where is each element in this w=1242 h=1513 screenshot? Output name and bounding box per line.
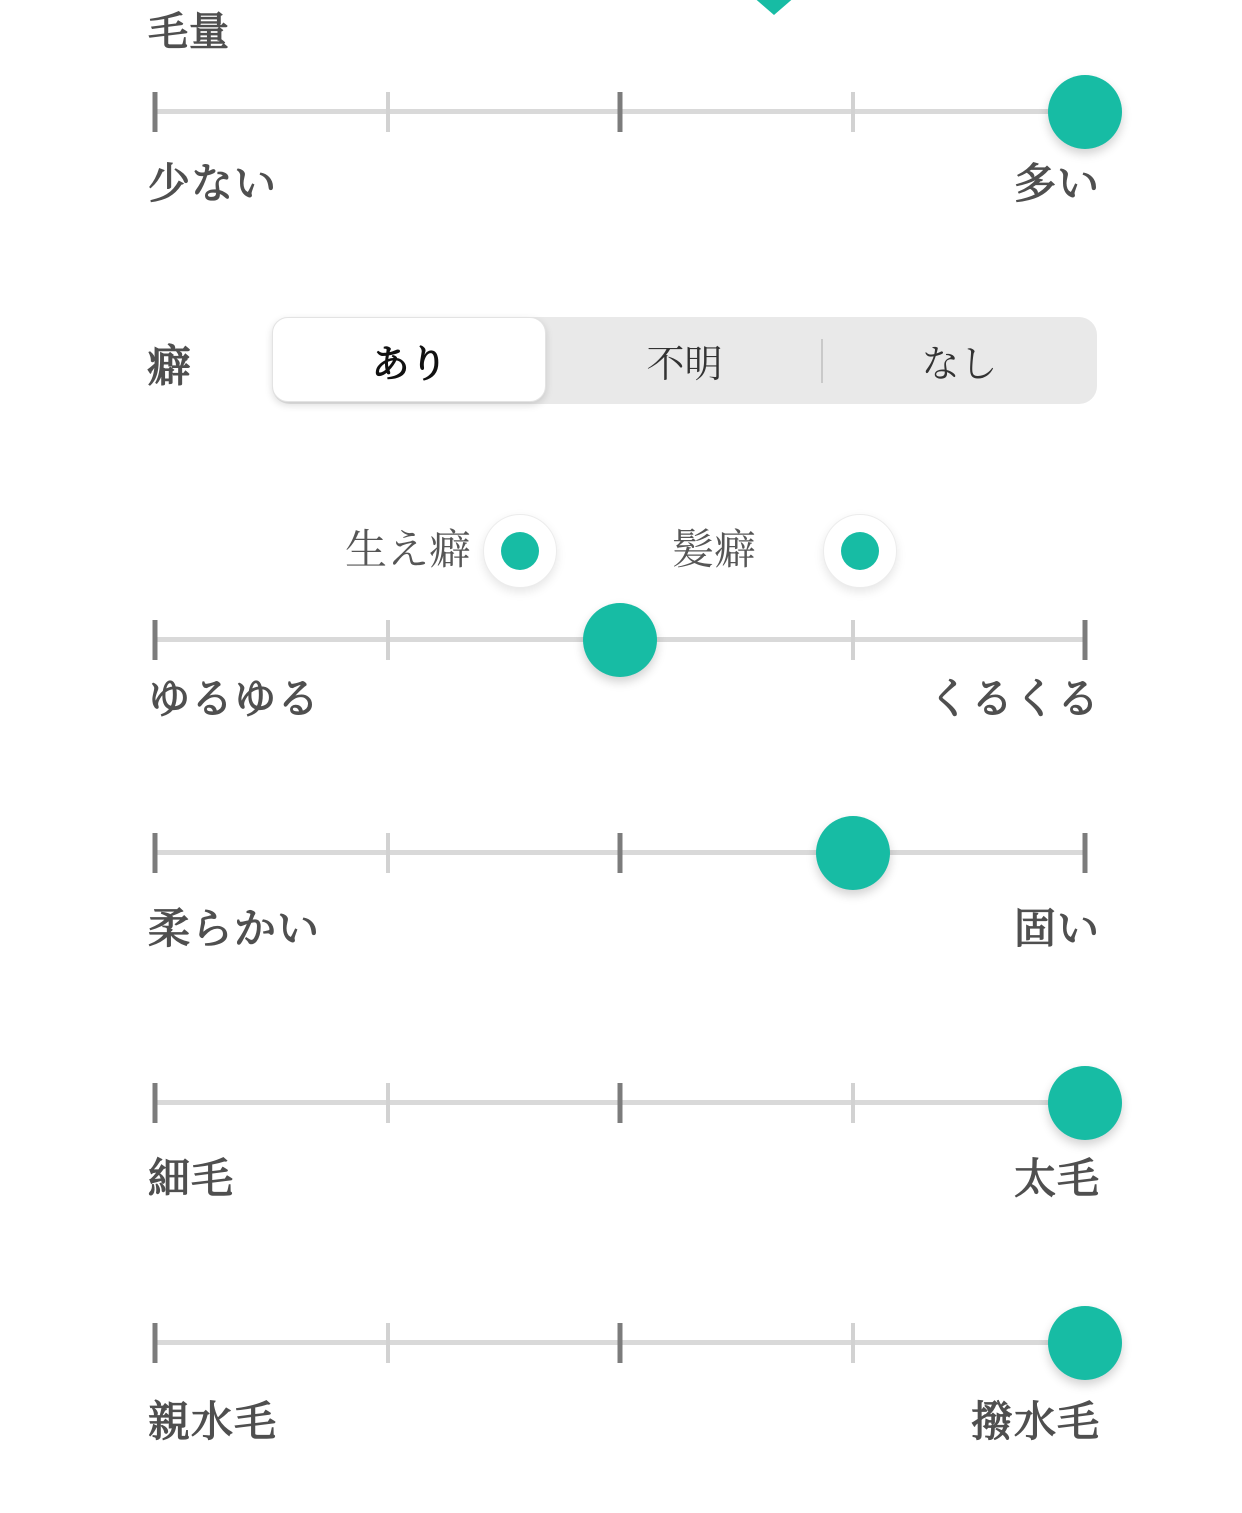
slider-max-label: 固い [1013,905,1100,952]
kuse-label: 癖 [147,342,191,391]
slider-tick [153,620,158,660]
slider-knob[interactable] [1048,1066,1122,1140]
slider-tick [618,1083,623,1123]
slider-knob[interactable] [1048,75,1122,149]
slider-tick [1083,620,1088,660]
slider-min-label: 細毛 [148,1155,235,1202]
slider-knob[interactable] [816,816,890,890]
slider-tick [153,92,158,132]
curl-strength-slider-labels [148,675,1100,723]
hair-amount-slider-labels [148,160,1100,208]
slider-max-label: 撥水毛 [970,1398,1100,1445]
haeguse-label: 生え癖 [345,526,472,573]
water-affinity-slider-labels [148,1398,1100,1446]
kamiguse-checkbox[interactable] [823,514,897,588]
slider-tick [153,1323,158,1363]
slider-tick [851,620,855,660]
slider-tick [851,92,855,132]
chevron-down-icon[interactable] [744,0,804,15]
slider-tick [386,1083,390,1123]
slider-tick [851,1323,855,1363]
slider-tick [386,92,390,132]
segment-option-nashi[interactable]: なし [921,344,998,386]
checked-dot-icon [501,532,539,570]
hardness-slider-labels [148,905,1100,953]
slider-tick [1083,833,1088,873]
section-title-hair-amount: 毛量 [148,10,230,54]
slider-knob[interactable] [1048,1306,1122,1380]
slider-tick [618,1323,623,1363]
checked-dot-icon [841,532,879,570]
thickness-slider-labels [148,1155,1100,1203]
slider-tick [851,1083,855,1123]
slider-min-label: 少ない [148,160,278,207]
segment-option-ari[interactable]: あり [371,344,448,386]
kamiguse-label: 髪癖 [672,526,757,573]
slider-max-label: 太毛 [1013,1155,1100,1202]
slider-tick [618,833,623,873]
segment-option-fumei[interactable]: 不明 [646,344,723,386]
haeguse-checkbox[interactable] [483,514,557,588]
slider-max-label: 多い [1013,160,1100,207]
slider-knob[interactable] [583,603,657,677]
slider-tick [386,620,390,660]
slider-min-label: 親水毛 [148,1398,278,1445]
slider-min-label: ゆるゆる [148,675,321,722]
kuse-segmented-control [272,317,1097,404]
slider-tick [153,833,158,873]
slider-tick [618,92,623,132]
slider-max-label: くるくる [927,675,1100,722]
slider-tick [386,833,390,873]
slider-tick [153,1083,158,1123]
slider-min-label: 柔らかい [148,905,321,952]
slider-tick [386,1323,390,1363]
